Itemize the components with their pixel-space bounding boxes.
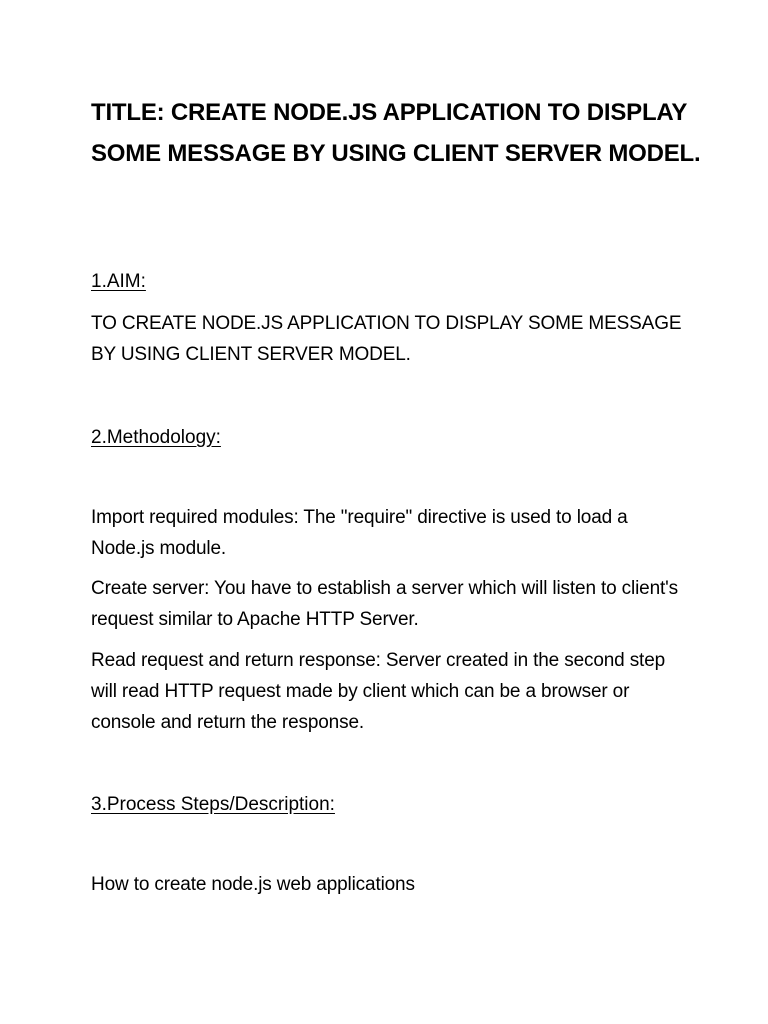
methodology-heading: 2.Methodology: <box>91 427 221 448</box>
process-heading: 3.Process Steps/Description: <box>91 794 335 815</box>
document-title: TITLE: CREATE NODE.JS APPLICATION TO DISPLAY SOME MESSAGE BY USING CLIENT SERVER MODEL. <box>91 99 701 167</box>
aim-text: TO CREATE NODE.JS APPLICATION TO DISPLAY SOME MESSAGE BY USING CLIENT SERVER MODEL. <box>91 313 682 365</box>
document-page <box>91 92 711 895</box>
methodology-paragraph-3: Read request and return response: Server created in the second step will read HTTP request made by client which can be a browser or console and return the response. <box>91 650 666 733</box>
methodology-paragraph-1: Import required modules: The "require" directive is used to load a Node.js module. <box>91 507 628 559</box>
methodology-paragraph-2: Create server: You have to establish a server which will listen to client's request similar to Apache HTTP Server. <box>91 578 678 630</box>
process-text: How to create node.js web applications <box>91 874 415 895</box>
aim-heading: 1.AIM: <box>91 271 146 292</box>
